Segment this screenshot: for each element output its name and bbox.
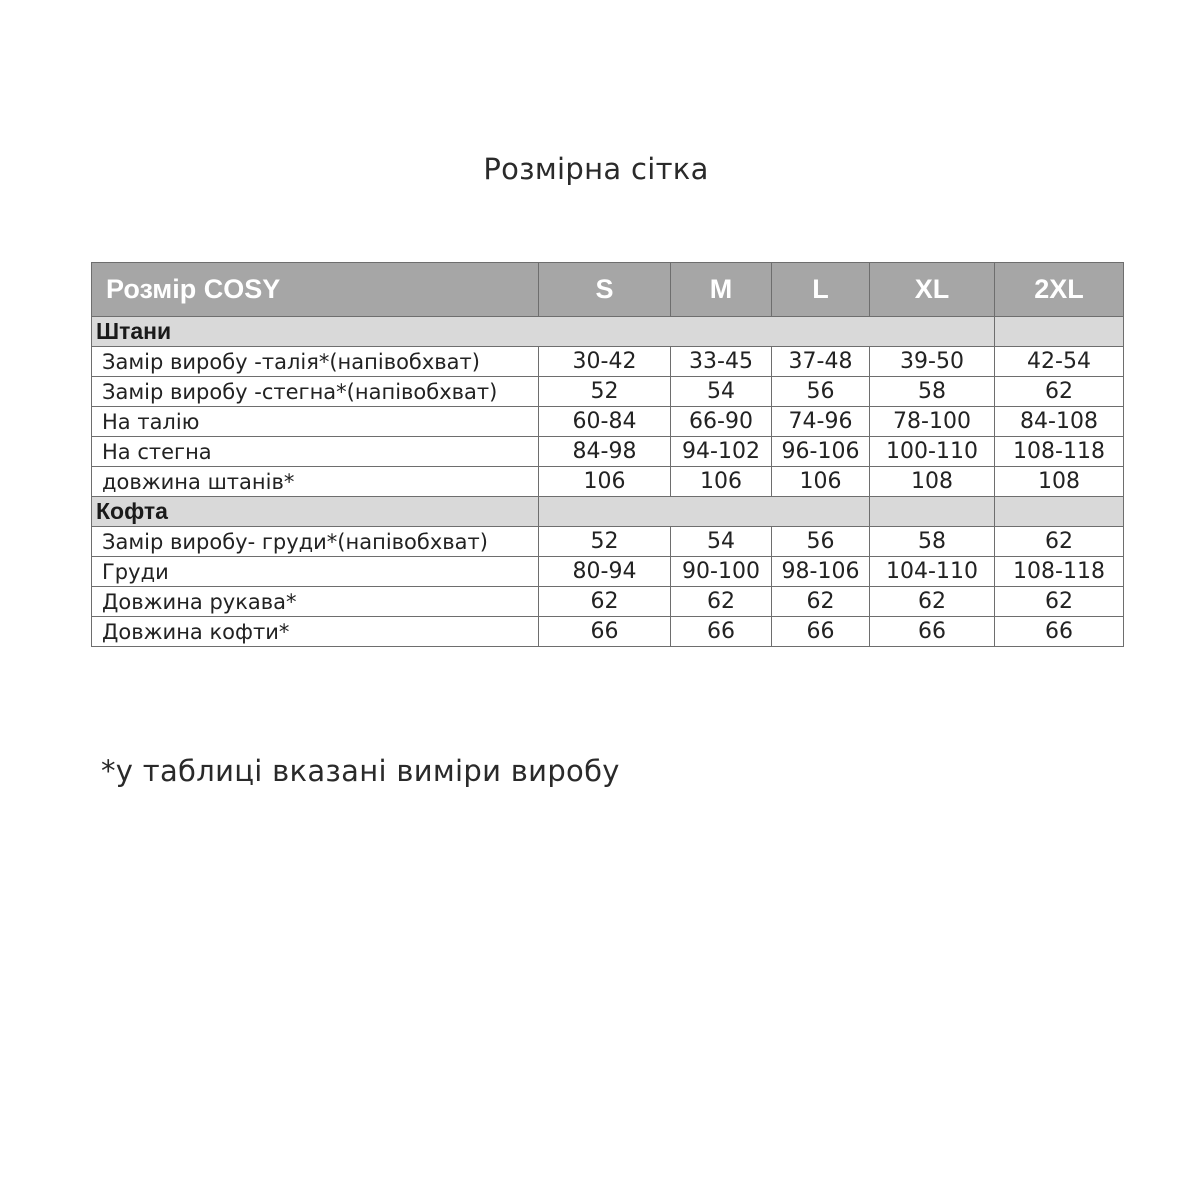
header-size-label: Розмір COSY	[92, 263, 539, 317]
table-cell: 66	[995, 617, 1124, 647]
table-row	[92, 347, 1124, 377]
section-row-pants	[92, 317, 1124, 347]
table-cell: 58	[870, 377, 995, 407]
table-cell: 62	[671, 587, 772, 617]
header-size-xl: XL	[870, 263, 995, 317]
header-size-l: L	[772, 263, 870, 317]
row-label: довжина штанів*	[92, 467, 539, 497]
row-label: Замір виробу -стегна*(напівобхват)	[92, 377, 539, 407]
table-cell: 104-110	[870, 557, 995, 587]
header-size-s: S	[539, 263, 671, 317]
row-label: Груди	[92, 557, 539, 587]
table-row	[92, 617, 1124, 647]
table-cell: 96-106	[772, 437, 870, 467]
table-cell: 94-102	[671, 437, 772, 467]
table-row	[92, 557, 1124, 587]
table-cell: 106	[539, 467, 671, 497]
table-row	[92, 467, 1124, 497]
table-cell: 84-98	[539, 437, 671, 467]
table-cell: 39-50	[870, 347, 995, 377]
header-size-2xl: 2XL	[995, 263, 1124, 317]
table-cell: 108	[870, 467, 995, 497]
table-cell: 62	[995, 587, 1124, 617]
table-cell: 108	[995, 467, 1124, 497]
table-row	[92, 407, 1124, 437]
table-cell: 66-90	[671, 407, 772, 437]
table-header-row	[92, 263, 1124, 317]
table-cell: 42-54	[995, 347, 1124, 377]
table-cell: 62	[772, 587, 870, 617]
table-cell: 74-96	[772, 407, 870, 437]
table-cell: 80-94	[539, 557, 671, 587]
table-cell: 66	[539, 617, 671, 647]
table-cell: 106	[772, 467, 870, 497]
row-label: Замір виробу -талія*(напівобхват)	[92, 347, 539, 377]
size-chart-table	[91, 262, 1124, 647]
row-label: На стегна	[92, 437, 539, 467]
table-cell: 58	[870, 527, 995, 557]
table-cell: 108-118	[995, 557, 1124, 587]
table-cell: 106	[671, 467, 772, 497]
table-cell: 108-118	[995, 437, 1124, 467]
section-row-top	[92, 497, 1124, 527]
table-cell: 84-108	[995, 407, 1124, 437]
footnote: *у таблиці вказані виміри виробу	[101, 754, 620, 788]
table-cell: 66	[671, 617, 772, 647]
table-cell: 56	[772, 377, 870, 407]
row-label: Замір виробу- груди*(напівобхват)	[92, 527, 539, 557]
table-cell: 90-100	[671, 557, 772, 587]
row-label: На талію	[92, 407, 539, 437]
table-cell: 54	[671, 377, 772, 407]
table-row	[92, 437, 1124, 467]
table-cell: 30-42	[539, 347, 671, 377]
table-cell: 52	[539, 527, 671, 557]
table-cell: 52	[539, 377, 671, 407]
table-row	[92, 587, 1124, 617]
table-row	[92, 377, 1124, 407]
table-cell: 100-110	[870, 437, 995, 467]
table-cell: 62	[995, 377, 1124, 407]
table-cell: 66	[772, 617, 870, 647]
table-cell: 54	[671, 527, 772, 557]
table-cell: 78-100	[870, 407, 995, 437]
row-label: Довжина рукава*	[92, 587, 539, 617]
row-label: Довжина кофти*	[92, 617, 539, 647]
table-cell: 56	[772, 527, 870, 557]
table-cell: 66	[870, 617, 995, 647]
header-size-m: M	[671, 263, 772, 317]
table-cell: 60-84	[539, 407, 671, 437]
table-cell: 98-106	[772, 557, 870, 587]
table-cell: 62	[539, 587, 671, 617]
page-title: Розмірна сітка	[483, 152, 709, 186]
section-title: Штани	[92, 317, 539, 347]
table-cell: 37-48	[772, 347, 870, 377]
section-title: Кофта	[92, 497, 539, 527]
table-cell: 62	[995, 527, 1124, 557]
table-row	[92, 527, 1124, 557]
table-cell: 62	[870, 587, 995, 617]
table-cell: 33-45	[671, 347, 772, 377]
